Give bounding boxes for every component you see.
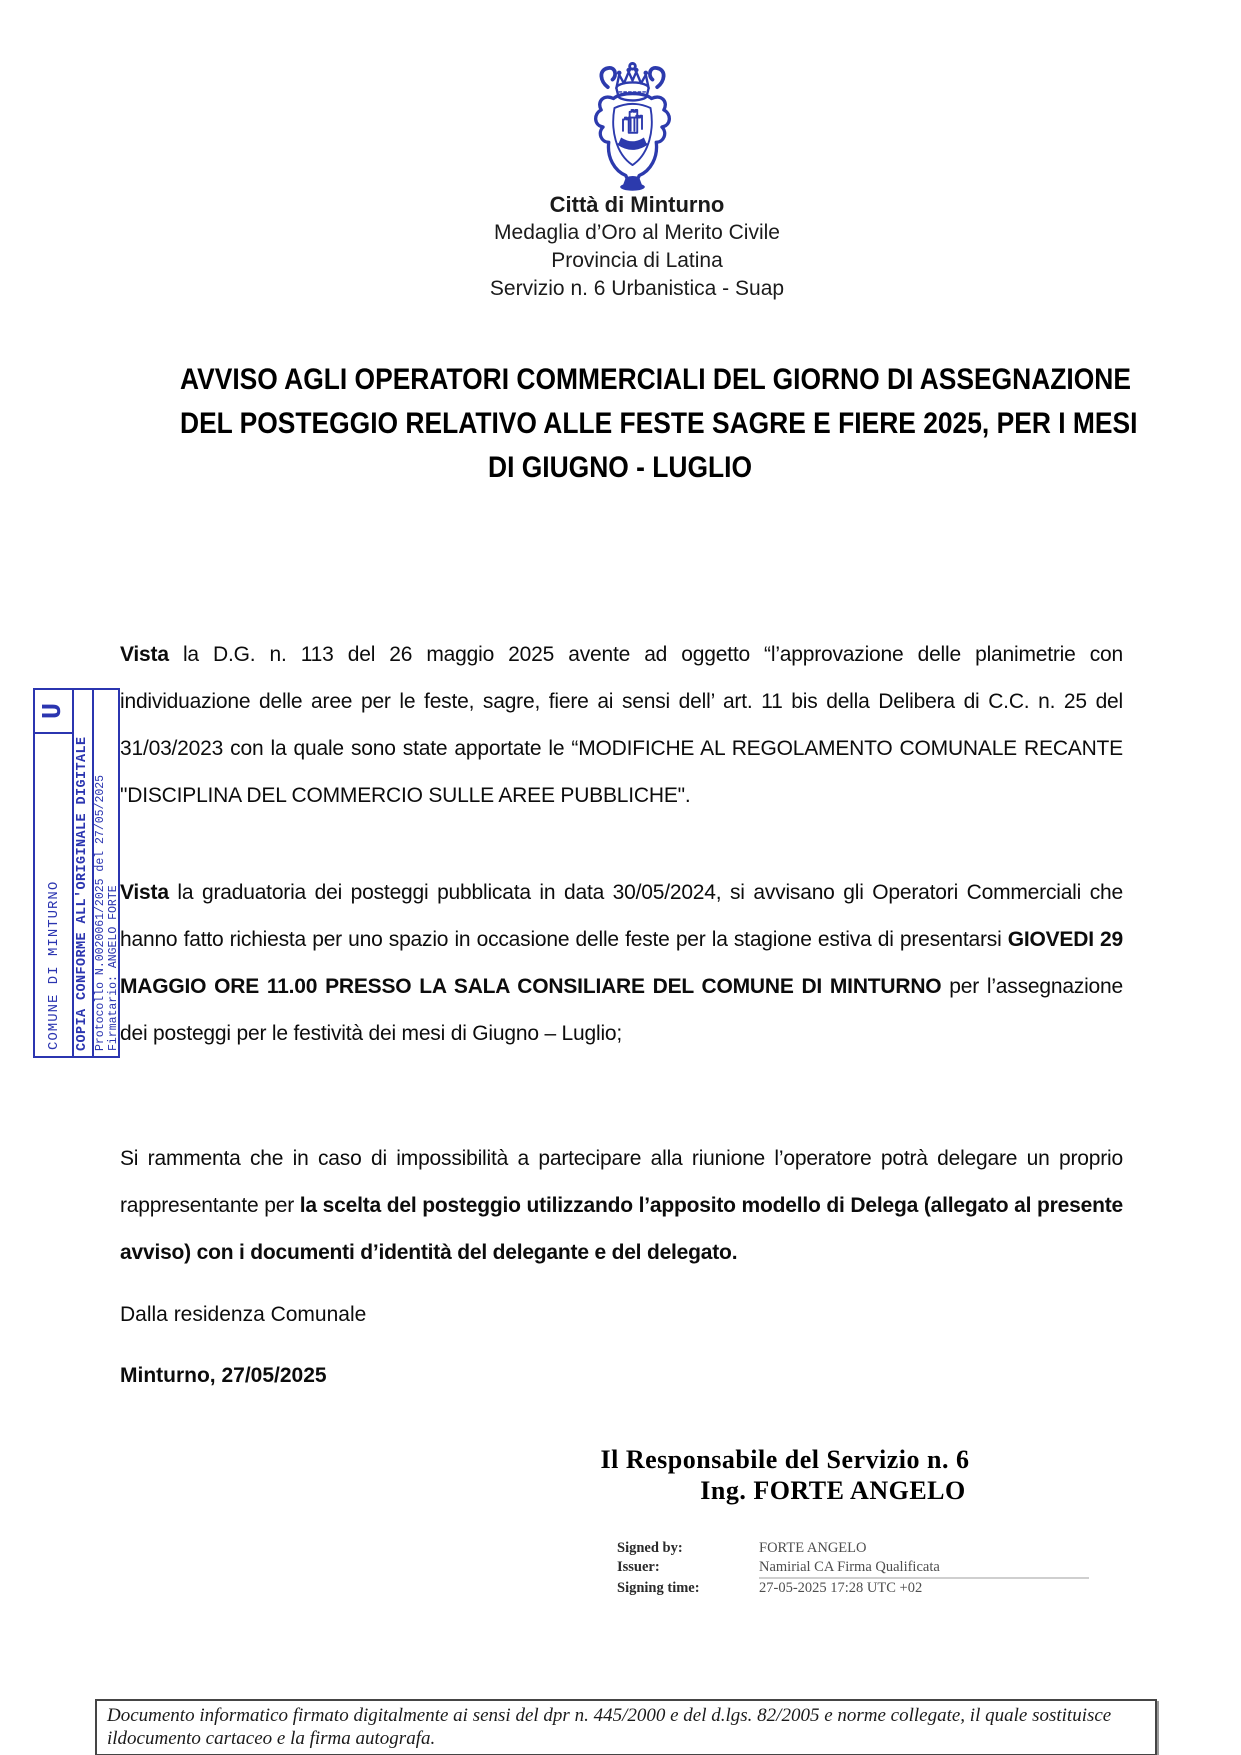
- paragraph-delega: Si rammenta che in caso di impossibilità a partecipare alla riunione l’operatore potrà delegare un proprio rappresentante per la scelta del posteggio utilizzando l’apposito modello di Delega (allegato al presente avviso) con i documenti d’identità del delegante e del delegato.: [120, 1147, 1123, 1264]
- city-name: Città di Minturno: [549, 192, 725, 217]
- minturno-coat-of-arms-icon: [585, 62, 680, 194]
- signature-block: [500, 1444, 1070, 1506]
- document-title: [120, 358, 1138, 490]
- paragraph-vista-dg: Vista la D.G. n. 113 del 26 maggio 2025 avente ad oggetto “l’approvazione delle planimetrie con individuazione delle aree per le feste, sagre, fiere ai sensi dell’ art. 11 bis della Delibera di C.C. n. 25 del 31/03/2023 con la quale sono state apportate le “MODIFICHE AL REGOLAMENTO COMUNALE RECANTE "DISCIPLINA DEL COMMERCIO SULLE AREE PUBBLICHE".: [120, 643, 1123, 807]
- paragraph-vista-graduatoria: Vista la graduatoria dei posteggi pubblicata in data 30/05/2024, si avvisano gli Operatori Commerciali che hanno fatto richiesta per uno spazio in occasione delle feste per la stagione estiva di presentarsi GIOVEDI 29 MAGGIO ORE 11.00 PRESSO LA SALA CONSILIARE DEL COMUNE DI MINTURNO per l’assegnazione dei posteggi per le festività dei mesi di Giugno – Luglio;: [120, 881, 1123, 1045]
- closing-line: Dalla residenza Comunale: [120, 1303, 367, 1326]
- legal-footer-box: [95, 1699, 1157, 1755]
- signatory-name: Ing. FORTE ANGELO: [700, 1476, 966, 1505]
- signed-by-value: FORTE ANGELO: [759, 1540, 867, 1556]
- signed-by-label: Signed by:: [617, 1540, 683, 1556]
- issuer-row: [617, 1558, 1067, 1579]
- letterhead-subtitle-3: Servizio n. 6 Urbanistica - Suap: [489, 277, 785, 300]
- document-title-line-2: DEL POSTEGGIO RELATIVO ALLE FESTE SAGRE E FIERE 2025, PER I MESI: [180, 407, 1138, 440]
- signing-time-label: Signing time:: [617, 1580, 700, 1596]
- protocol-stamp-content: [33, 688, 120, 1058]
- legal-footer-text: Documento informatico firmato digitalmente ai sensi del dpr n. 445/2000 e del d.lgs. 82/2005 e norme collegate, il quale sostituisce ildocumento cartaceo e la firma autografa.: [107, 1705, 1112, 1749]
- signed-by-row: [617, 1539, 1067, 1558]
- letterhead-subtitle-2: Provincia di Latina: [551, 249, 723, 272]
- issuer-value: Namirial CA Firma Qualificata: [759, 1558, 1089, 1579]
- digital-signature-details: [617, 1539, 1067, 1598]
- document-title-line-1: AVVISO AGLI OPERATORI COMMERCIALI DEL GIORNO DI ASSEGNAZIONE: [180, 363, 1131, 396]
- stamp-copy-notice: COPIA CONFORME ALL'ORIGINALE DIGITALE: [72, 690, 92, 1056]
- stamp-classification: U: [35, 690, 72, 734]
- document-title-line-3: DI GIUGNO - LUGLIO: [488, 451, 752, 484]
- place-and-date: Minturno, 27/05/2025: [120, 1364, 327, 1387]
- signatory-role: Il Responsabile del Servizio n. 6: [600, 1445, 970, 1474]
- issuer-label: Issuer:: [617, 1559, 660, 1575]
- letterhead: [337, 191, 937, 303]
- stamp-protocol-number: Protocollo N.0020061/2025 del 27/05/2025: [94, 774, 107, 1051]
- stamp-signatory: Firmatario: ANGELO FORTE: [106, 885, 120, 1051]
- signing-time-row: [617, 1579, 1067, 1598]
- letterhead-subtitle-1: Medaglia d’Oro al Merito Civile: [494, 221, 780, 244]
- protocol-stamp: [33, 688, 120, 1058]
- signing-time-value: 27-05-2025 17:28 UTC +02: [759, 1580, 923, 1596]
- stamp-entity: COMUNE DI MINTURNO: [45, 880, 62, 1050]
